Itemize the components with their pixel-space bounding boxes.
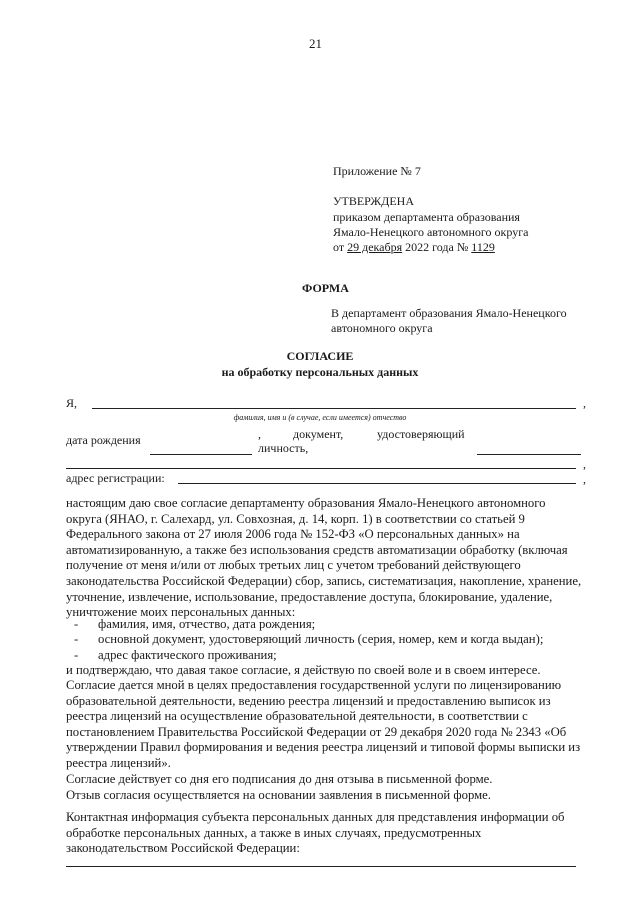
address-label: адрес регистрации: [66,471,165,485]
birth-date-input-line[interactable] [150,454,252,455]
list-marker: - [74,648,79,662]
text-line: законодательством Российской Федерации: [66,841,300,856]
name-hint: фамилия, имя и (в случае, если имеется) отчество [233,413,407,422]
text-line: Федерального закона от 27 июля 2006 года № 152-ФЗ «О персональных данных» на [66,527,520,542]
id-doc-continuation-line[interactable] [66,468,576,469]
text-line: законодательства Российской Федерации) сбор, запись, систематизация, накопление, хранение, [66,573,582,588]
text-line: Отзыв согласия осуществляется на основании заявления в письменной форме. [66,788,491,802]
date-prefix: от [333,240,345,254]
consent-paragraph-5 [66,788,587,804]
id-doc-word2: удостоверяющий [377,427,465,441]
text-line: реестра лицензий». [66,755,171,770]
list-marker: - [74,632,79,646]
consent-title: СОГЛАСИЕ [286,349,354,363]
consent-paragraph-6 [66,810,587,857]
address-input-line[interactable] [178,483,576,484]
text-line: обработке персональных данных, а также в иных случаях, предусмотренных [66,825,482,840]
date-day-month: 29 декабря [347,240,403,254]
birth-date-label: дата рождения [66,433,141,447]
consent-paragraph-4 [66,772,587,788]
text-line: уничтожение моих персональных данных: [66,605,296,620]
text-line: Контактная информация субъекта персональных данных для представления информации об [66,810,565,824]
list-item-text: адрес фактического проживания; [98,648,277,662]
address-comma: , [583,472,586,486]
text-line: настоящим даю свое согласие департаменту образования Ямало-Ненецкого автономного [66,496,546,510]
list-item-text: основной документ, удостоверяющий личность (серия, номер, кем и когда выдан); [98,632,544,646]
approved-order-line1: приказом департамента образования [333,210,520,224]
id-doc-word1: документ, [293,427,344,441]
appendix-label: Приложение № 7 [333,164,421,178]
continuation-comma: , [583,457,586,471]
text-line: уточнение, извлечение, использование, предоставление доступа, блокирование, удаление, [66,589,553,604]
order-number: 1129 [471,240,495,254]
list-marker: - [74,617,79,631]
date-year: 2022 года № [405,240,469,254]
text-line: постановлением Правительства Российской Федерации от 29 декабря 2020 года № 2343 «Об [66,724,567,739]
addressee-line2: автономного округа [331,321,433,335]
id-doc-comma: , [258,427,261,441]
text-line: реестра лицензий на осуществление образовательной деятельности, в соответствии с [66,709,528,724]
id-doc-input-line[interactable] [477,454,581,455]
name-comma: , [583,396,586,410]
text-line: получение от меня и/или от любых третьих лиц с учетом требований действующего [66,558,521,573]
consent-subtitle: на обработку персональных данных [221,365,419,379]
addressee-line1: В департамент образования Ямало-Ненецкого [331,306,567,320]
text-line: округа (ЯНАО, г. Салехард, ул. Совхозная, д. 14, корп. 1) в соответствии со статьей 9 [66,511,525,526]
list-item-text: фамилия, имя, отчество, дата рождения; [98,617,316,631]
approved-label: УТВЕРЖДЕНА [333,194,415,208]
consent-paragraph-2 [66,663,587,679]
consent-paragraph-1 [66,496,587,621]
text-line: образовательной деятельности, ведению реестра лицензий и предоставлению выписок из [66,693,551,708]
name-input-line[interactable] [92,408,576,409]
text-line: автоматизированную, а также без использования средств автоматизации обработку (включая [66,542,568,557]
text-line: Согласие дается мной в целях предоставления государственной услуги по лицензированию [66,678,562,692]
approved-order-line2: Ямало-Ненецкого автономного округа [333,225,529,239]
i-label: Я, [66,396,78,410]
text-line: Согласие действует со дня его подписания до дня отзыва в письменной форме. [66,772,493,786]
form-title: ФОРМА [302,281,349,295]
contact-info-input-line[interactable] [66,866,576,867]
page-number: 21 [309,36,322,51]
consent-paragraph-3 [66,678,587,772]
text-line: и подтверждаю, что давая такое согласие, я действую по своей воле и в своем интересе. [66,663,541,677]
approved-order-date [333,240,495,255]
id-doc-word3: личность, [258,441,309,455]
text-line: утверждении Правил формирования и ведения реестра лицензий и типовой формы выписки из [66,740,581,755]
